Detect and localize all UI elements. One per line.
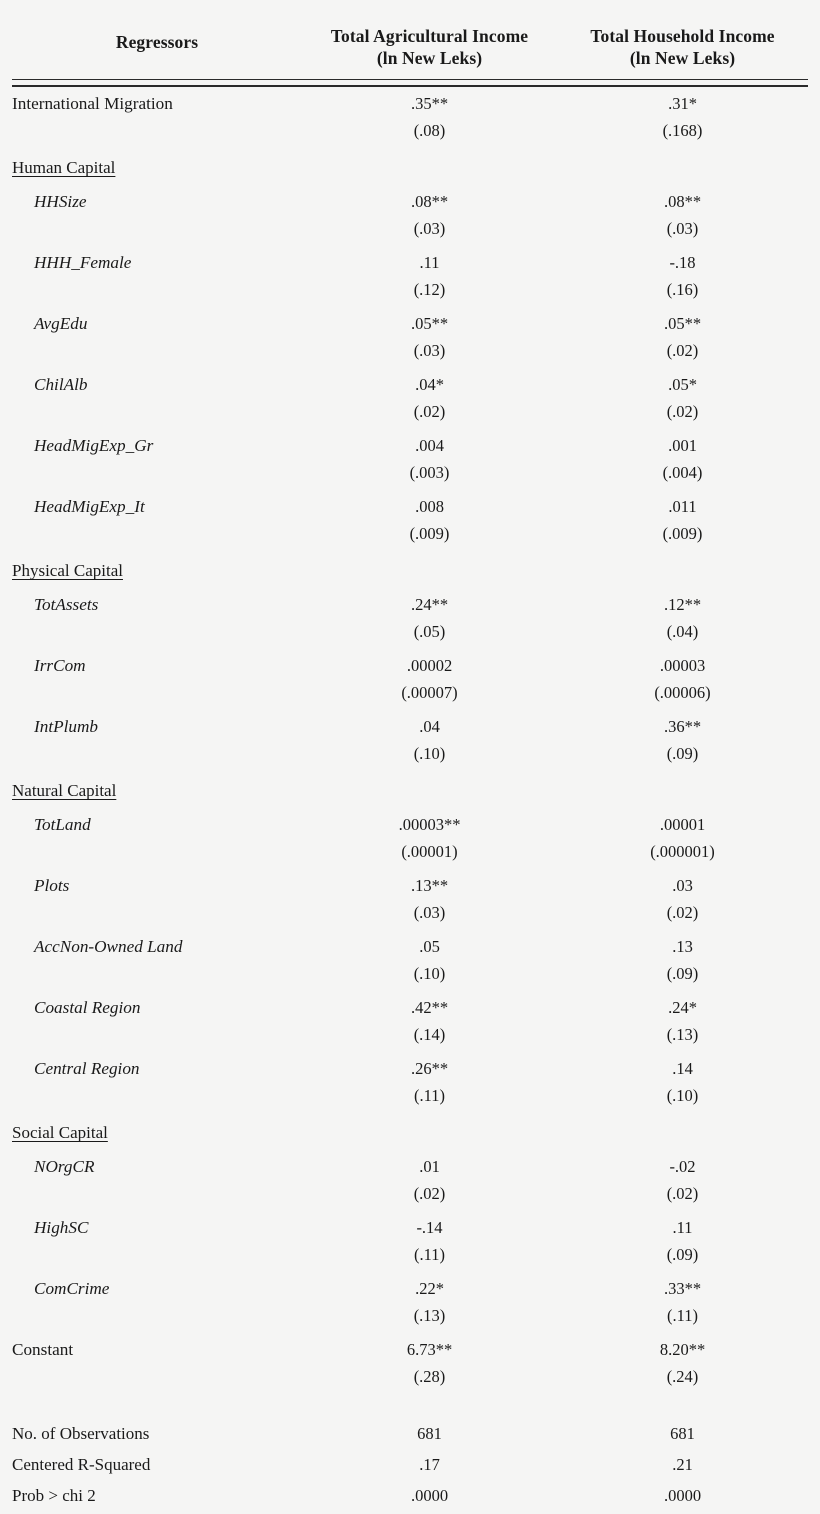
variable-label (12, 589, 302, 622)
standard-error-label-spacer (12, 842, 302, 870)
coefficient-value: -.02 (669, 1157, 696, 1177)
standard-error-row (12, 622, 808, 650)
standard-error-value: (.00006) (654, 683, 711, 703)
standard-error-row (12, 1184, 808, 1212)
standard-error-label-spacer (12, 1306, 302, 1334)
coefficient-value: .00002 (406, 656, 453, 676)
coefficient-value: 6.73** (406, 1340, 453, 1360)
variable-label (12, 711, 302, 744)
coefficient-value: .05** (410, 314, 449, 334)
standard-error-value: (.09) (666, 1245, 699, 1265)
coefficient-value: .13** (410, 876, 449, 896)
standard-error-value: (.14) (413, 1025, 446, 1045)
variable-label (12, 931, 302, 964)
variable-name-text: Constant (12, 1340, 74, 1360)
standard-error-value: (.03) (413, 903, 446, 923)
variable-name-text: ComCrime (34, 1279, 110, 1299)
summary-statistic-value: 681 (417, 1424, 442, 1444)
summary-statistic-value: .17 (419, 1455, 440, 1475)
variable-label (12, 809, 302, 842)
variable-label (12, 1212, 302, 1245)
section-header-row (12, 552, 808, 589)
standard-error-value: (.009) (409, 524, 450, 544)
standard-error-label-spacer (12, 903, 302, 931)
standard-error-value: (.02) (666, 903, 699, 923)
coefficient-row (12, 308, 808, 341)
standard-error-value: (.02) (666, 1184, 699, 1204)
standard-error-value: (.09) (666, 964, 699, 984)
standard-error-label-spacer (12, 744, 302, 772)
summary-statistic-value: .0000 (410, 1486, 449, 1506)
section-spacer-col1 (302, 552, 557, 589)
variable-name-text: HHH_Female (34, 253, 132, 273)
standard-error-label-spacer (12, 280, 302, 308)
standard-error-value: (.03) (413, 341, 446, 361)
standard-error-value: (.02) (413, 1184, 446, 1204)
coefficient-value: .00003** (398, 815, 461, 835)
coefficient-value: .33** (663, 1279, 702, 1299)
coefficient-value: .01 (419, 1157, 440, 1177)
summary-statistic-row (12, 1421, 808, 1452)
variable-label (12, 1273, 302, 1306)
summary-statistic-label: Centered R-Squared (12, 1455, 151, 1475)
standard-error-row (12, 280, 808, 308)
variable-label (12, 1053, 302, 1086)
coefficient-row (12, 186, 808, 219)
standard-error-value: (.05) (413, 622, 446, 642)
standard-error-label-spacer (12, 1086, 302, 1114)
variable-name-text: HighSC (34, 1218, 89, 1238)
coefficient-row (12, 1053, 808, 1086)
standard-error-label-spacer (12, 524, 302, 552)
standard-error-row (12, 1025, 808, 1053)
spacer-cell (302, 1395, 557, 1421)
standard-error-value: (.02) (666, 402, 699, 422)
section-header-row (12, 149, 808, 186)
standard-error-value: (.10) (413, 744, 446, 764)
standard-error-value: (.00001) (401, 842, 458, 862)
standard-error-row (12, 524, 808, 552)
coefficient-row (12, 491, 808, 524)
header-double-rule (12, 79, 808, 87)
coefficient-value: .05 (419, 937, 440, 957)
standard-error-value: (.04) (666, 622, 699, 642)
coefficient-value: .04* (415, 375, 444, 395)
section-spacer-col2 (557, 1114, 808, 1151)
standard-error-row (12, 964, 808, 992)
standard-error-row (12, 121, 808, 149)
standard-error-row (12, 1086, 808, 1114)
variable-name-text: Coastal Region (34, 998, 141, 1018)
variable-label (12, 1334, 302, 1367)
standard-error-value: (.03) (666, 219, 699, 239)
spacer-cell (557, 1395, 808, 1421)
standard-error-label-spacer (12, 1184, 302, 1212)
coefficient-value: .11 (419, 253, 440, 273)
standard-error-row (12, 1245, 808, 1273)
coefficient-row (12, 809, 808, 842)
coefficient-value: .05* (668, 375, 697, 395)
header-rule-row (12, 79, 808, 88)
coefficient-value: .08** (663, 192, 702, 212)
column-header-agricultural-income-line1: Total Agricultural Income (330, 26, 529, 46)
coefficient-row (12, 1273, 808, 1306)
standard-error-label-spacer (12, 1025, 302, 1053)
variable-label (12, 186, 302, 219)
standard-error-label-spacer (12, 341, 302, 369)
header-double-rule-cell (12, 79, 808, 88)
column-header-household-income-line2: (ln New Leks) (629, 47, 736, 68)
coefficient-row (12, 650, 808, 683)
coefficient-value: -.18 (669, 253, 696, 273)
standard-error-value: (.13) (413, 1306, 446, 1326)
coefficient-row (12, 430, 808, 463)
standard-error-value: (.000001) (650, 842, 715, 862)
standard-error-row (12, 1306, 808, 1334)
standard-error-label-spacer (12, 964, 302, 992)
coefficient-row (12, 589, 808, 622)
variable-label (12, 650, 302, 683)
standard-error-label-spacer (12, 121, 302, 149)
variable-name-text: NOrgCR (34, 1157, 95, 1177)
table-sheet (0, 26, 820, 1506)
standard-error-value: (.08) (413, 121, 446, 141)
standard-error-value: (.24) (666, 1367, 699, 1387)
standard-error-row (12, 744, 808, 772)
section-spacer-col2 (557, 552, 808, 589)
standard-error-value: (.009) (662, 524, 703, 544)
coefficient-row (12, 1212, 808, 1245)
coefficient-value: .31* (668, 94, 697, 114)
section-label-text: Physical Capital (12, 561, 123, 581)
summary-statistic-row (12, 1483, 808, 1514)
standard-error-row (12, 683, 808, 711)
table-header (12, 26, 808, 79)
standard-error-value: (.03) (413, 219, 446, 239)
variable-name-text: HHSize (34, 192, 87, 212)
coefficient-value: .35** (410, 94, 449, 114)
summary-statistic-label: No. of Observations (12, 1424, 150, 1444)
section-header-row (12, 772, 808, 809)
standard-error-row (12, 903, 808, 931)
spacer-cell (12, 1395, 302, 1421)
standard-error-row (12, 402, 808, 430)
section-header-row (12, 1114, 808, 1151)
variable-label (12, 247, 302, 280)
coefficient-value: .00003 (659, 656, 706, 676)
standard-error-value: (.10) (413, 964, 446, 984)
coefficient-row (12, 870, 808, 903)
coefficient-value: .11 (672, 1218, 693, 1238)
variable-name-text: Central Region (34, 1059, 140, 1079)
section-header-label (12, 1114, 302, 1151)
section-header-label (12, 149, 302, 186)
section-label-text: Natural Capital (12, 781, 117, 801)
variable-name-text: HeadMigExp_Gr (34, 436, 154, 456)
standard-error-label-spacer (12, 1245, 302, 1273)
coefficient-value: .008 (415, 497, 444, 517)
variable-label (12, 992, 302, 1025)
column-header-household-income-line1: Total Household Income (590, 26, 775, 46)
standard-error-value: (.12) (413, 280, 446, 300)
standard-error-value: (.11) (413, 1086, 445, 1106)
variable-name-text: TotAssets (34, 595, 99, 615)
coefficient-value: .36** (663, 717, 702, 737)
coefficient-row (12, 711, 808, 744)
variable-name-text: IntPlumb (34, 717, 98, 737)
summary-statistic-row (12, 1452, 808, 1483)
section-spacer-col1 (302, 1114, 557, 1151)
variable-name-text: HeadMigExp_It (34, 497, 145, 517)
variable-label (12, 491, 302, 524)
coefficient-row (12, 1334, 808, 1367)
summary-statistic-value: .0000 (663, 1486, 702, 1506)
standard-error-row (12, 842, 808, 870)
coefficient-value: .13 (672, 937, 693, 957)
standard-error-value: (.10) (666, 1086, 699, 1106)
section-label-text: Social Capital (12, 1123, 108, 1143)
coefficient-row (12, 88, 808, 121)
standard-error-value: (.00007) (401, 683, 458, 703)
coefficient-value: .42** (410, 998, 449, 1018)
variable-label (12, 1151, 302, 1184)
coefficient-row (12, 1151, 808, 1184)
coefficient-value: .004 (415, 436, 444, 456)
section-spacer-col2 (557, 149, 808, 186)
variable-label (12, 369, 302, 402)
standard-error-label-spacer (12, 683, 302, 711)
standard-error-value: (.28) (413, 1367, 446, 1387)
coefficient-row (12, 992, 808, 1025)
standard-error-value: (.16) (666, 280, 699, 300)
column-header-household-income (557, 26, 808, 79)
standard-error-label-spacer (12, 219, 302, 247)
section-spacer-col1 (302, 149, 557, 186)
coefficient-value: .001 (668, 436, 697, 456)
standard-error-value: (.13) (666, 1025, 699, 1045)
variable-label (12, 870, 302, 903)
standard-error-value: (.09) (666, 744, 699, 764)
spacer-row (12, 1395, 808, 1421)
coefficient-value: .04 (419, 717, 440, 737)
coefficient-value: .26** (410, 1059, 449, 1079)
section-label-text: Human Capital (12, 158, 116, 178)
variable-label (12, 430, 302, 463)
coefficient-value: -.14 (416, 1218, 443, 1238)
section-spacer-col1 (302, 772, 557, 809)
column-header-agricultural-income (302, 26, 557, 79)
standard-error-label-spacer (12, 1367, 302, 1395)
variable-name-text: ChilAlb (34, 375, 88, 395)
coefficient-value: .08** (410, 192, 449, 212)
standard-error-value: (.168) (662, 121, 703, 141)
regression-results-table (12, 26, 808, 1514)
coefficient-value: .05** (663, 314, 702, 334)
standard-error-value: (.02) (413, 402, 446, 422)
summary-statistic-value: 681 (670, 1424, 695, 1444)
coefficient-value: .03 (672, 876, 693, 896)
standard-error-value: (.11) (413, 1245, 445, 1265)
standard-error-row (12, 219, 808, 247)
standard-error-label-spacer (12, 622, 302, 650)
standard-error-row (12, 1367, 808, 1395)
coefficient-value: 8.20** (659, 1340, 706, 1360)
summary-statistic-label: Prob > chi 2 (12, 1486, 96, 1506)
variable-name-text: Plots (34, 876, 70, 896)
coefficient-row (12, 931, 808, 964)
section-spacer-col2 (557, 772, 808, 809)
section-header-label (12, 552, 302, 589)
variable-label (12, 308, 302, 341)
coefficient-value: .011 (668, 497, 697, 517)
standard-error-value: (.003) (409, 463, 450, 483)
variable-label (12, 88, 302, 121)
standard-error-label-spacer (12, 402, 302, 430)
table-body (12, 79, 808, 1514)
standard-error-value: (.02) (666, 341, 699, 361)
coefficient-row (12, 369, 808, 402)
coefficient-value: .24* (668, 998, 697, 1018)
variable-name-text: AccNon-Owned Land (34, 937, 183, 957)
standard-error-value: (.004) (662, 463, 703, 483)
standard-error-row (12, 341, 808, 369)
standard-error-label-spacer (12, 463, 302, 491)
coefficient-value: .14 (672, 1059, 693, 1079)
section-header-label (12, 772, 302, 809)
variable-name-text: AvgEdu (34, 314, 88, 334)
standard-error-value: (.11) (666, 1306, 698, 1326)
column-header-agricultural-income-line2: (ln New Leks) (376, 47, 483, 68)
coefficient-value: .22* (415, 1279, 444, 1299)
column-header-regressors: Regressors (115, 31, 199, 52)
summary-statistic-value: .21 (672, 1455, 693, 1475)
variable-name-text: IrrCom (34, 656, 86, 676)
variable-name-text: International Migration (12, 94, 173, 114)
coefficient-row (12, 247, 808, 280)
coefficient-value: .12** (663, 595, 702, 615)
standard-error-row (12, 463, 808, 491)
coefficient-value: .00001 (659, 815, 706, 835)
coefficient-value: .24** (410, 595, 449, 615)
variable-name-text: TotLand (34, 815, 91, 835)
